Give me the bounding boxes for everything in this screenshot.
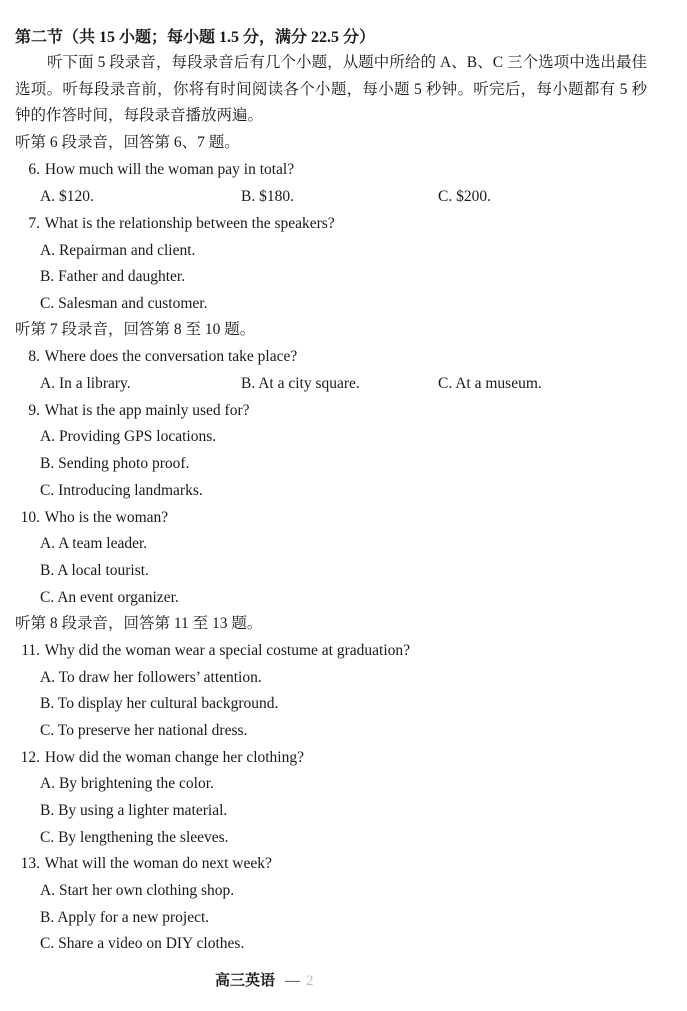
option-a: A. In a library. (40, 375, 131, 392)
question-number: 11. (21, 642, 40, 659)
footer-subject: 高三英语 (215, 973, 276, 989)
option-a: A. Repairman and client. (40, 242, 196, 259)
question-number: 12. (20, 749, 40, 766)
option-c: C. At a museum. (438, 375, 542, 392)
page-footer (215, 969, 314, 990)
question-text: Where does the conversation take place? (44, 348, 298, 365)
option-b: B. Sending photo proof. (40, 455, 190, 472)
option-b: B. At a city square. (241, 375, 360, 392)
question (15, 854, 272, 874)
option-a: A. Start her own clothing shop. (40, 882, 235, 899)
page-number: 2 (306, 973, 314, 989)
segment-heading: 听第 6 段录音，回答第 6、7 题。 (15, 134, 240, 151)
option-b: B. Apply for a new project. (40, 909, 210, 926)
question-text: Why did the woman wear a special costume at graduation? (44, 642, 411, 659)
option-c: C. An event organizer. (40, 589, 179, 606)
option-b: B. A local tourist. (40, 562, 149, 579)
segment-heading: 听第 7 段录音，回答第 8 至 10 题。 (15, 321, 256, 338)
option-b: B. By using a lighter material. (40, 802, 228, 819)
option-b: B. To display her cultural background. (40, 695, 279, 712)
question-number: 9. (28, 402, 40, 419)
option-a: A. $120. (40, 188, 94, 205)
option-a: A. To draw her followers’ attention. (40, 669, 262, 686)
question-number: 8. (28, 348, 40, 365)
section-title: 第二节（共 15 小题；每小题 1.5 分，满分 22.5 分） (15, 29, 376, 46)
question (15, 401, 250, 421)
footer-separator: — (285, 973, 301, 989)
question-number: 7. (28, 215, 40, 232)
question-text: How did the woman change her clothing? (44, 749, 304, 766)
section-instructions: 听下面 5 段录音，每段录音后有几个小题，从题中所给的 A、B、C 三个选项中选出最佳选项。听每段录音前，你将有时间阅读各个小题，每小题 5 秒钟。听完后，每小题都有 5 秒钟的作答时间，每段录音播放两遍。 (15, 54, 647, 125)
option-c: C. Introducing landmarks. (40, 482, 203, 499)
option-c: C. To preserve her national dress. (40, 722, 248, 739)
question-number: 6. (28, 161, 40, 178)
question (15, 160, 294, 180)
scan-fade (318, 966, 358, 992)
option-b: B. $180. (241, 188, 294, 205)
option-a: A. Providing GPS locations. (40, 428, 217, 445)
question-text: What is the relationship between the speakers? (44, 215, 335, 232)
option-c: C. By lengthening the sleeves. (40, 829, 229, 846)
option-a: A. By brightening the color. (40, 775, 214, 792)
question (15, 748, 304, 768)
segment-heading: 听第 8 段录音，回答第 11 至 13 题。 (15, 615, 263, 632)
question (15, 508, 168, 528)
question (15, 347, 297, 367)
question-text: What will the woman do next week? (44, 855, 272, 872)
question-text: Who is the woman? (44, 509, 169, 526)
option-c: C. $200. (438, 188, 491, 205)
question (15, 641, 410, 661)
question-text: How much will the woman pay in total? (44, 161, 295, 178)
question (15, 214, 335, 234)
option-c: C. Salesman and customer. (40, 295, 208, 312)
question-number: 13. (20, 855, 40, 872)
option-b: B. Father and daughter. (40, 268, 186, 285)
option-a: A. A team leader. (40, 535, 148, 552)
question-text: What is the app mainly used for? (44, 402, 250, 419)
option-c: C. Share a video on DIY clothes. (40, 935, 245, 952)
question-number: 10. (20, 509, 40, 526)
